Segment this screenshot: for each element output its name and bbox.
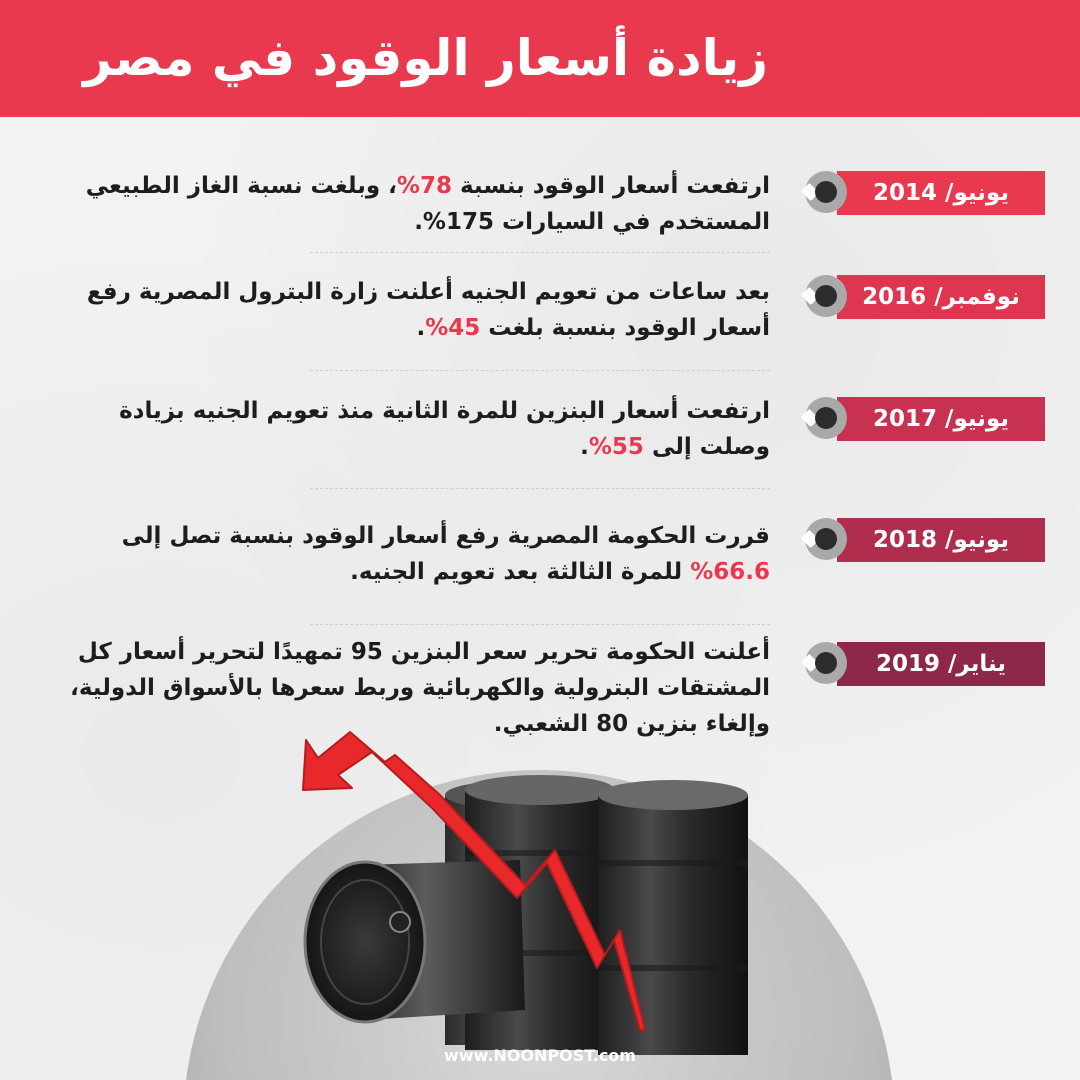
entry-text-part: أعلنت الحكومة تحرير سعر البنزين 95 تمهيدًا لتحرير أسعار كل المشتقات البترولية والكهربائية وربط سعرها بالأسواق الدولية، وإلغاء بنزين 80 الشعبي. [70, 639, 770, 737]
entry-text-part: . [580, 434, 589, 460]
timeline-marker-icon [805, 518, 847, 560]
date-tag-2018 [837, 518, 1045, 562]
entry-text-part: ، وبلغت نسبة الغاز الطبيعي المستخدم في السيارات 175%. [85, 173, 770, 235]
entry-text-part: للمرة الثالثة بعد تعويم الجنيه. [350, 559, 691, 585]
divider [310, 252, 770, 253]
date-tag-2019 [837, 642, 1045, 686]
entry-text-part: . [416, 315, 426, 341]
timeline-marker-icon [805, 275, 847, 317]
timeline-marker-icon [805, 642, 847, 684]
barrel-lid [305, 862, 425, 1022]
entry-highlight: 45% [425, 315, 481, 341]
entry-text-2016 [50, 274, 770, 346]
entry-text-part: بعد ساعات من تعويم الجنيه أعلنت زارة البترول المصرية رفع أسعار الوقود بنسبة بلغت [86, 279, 770, 341]
entry-text-part: ارتفعت أسعار الوقود بنسبة [451, 173, 770, 199]
page-title: زيادة أسعار الوقود في مصر [83, 29, 768, 87]
date-label: يناير/ 2019 [875, 651, 1007, 677]
barrel [598, 795, 748, 1055]
date-tag-2016 [837, 275, 1045, 319]
divider [310, 624, 770, 625]
timeline-marker-icon [805, 171, 847, 213]
entry-text-part: ارتفعت أسعار البنزين للمرة الثانية منذ تعويم الجنيه بزيادة وصلت إلى [119, 398, 770, 460]
date-tag-2017 [837, 397, 1045, 441]
entry-text-2017 [50, 393, 770, 465]
date-label: يونيو/ 2017 [873, 406, 1009, 432]
entry-text-2014 [50, 168, 770, 240]
divider [310, 370, 770, 371]
entry-highlight: 66.6% [690, 559, 770, 585]
title-banner [0, 0, 1080, 117]
date-label: يونيو/ 2018 [873, 527, 1009, 553]
oil-barrel-icon [0, 700, 1080, 1080]
timeline-marker-icon [805, 397, 847, 439]
footer-url: www.NOONPOST.com [444, 1046, 636, 1065]
entry-highlight: 55% [588, 434, 644, 460]
date-label: نوفمبر/ 2016 [862, 284, 1020, 310]
entry-highlight: 78% [396, 173, 452, 199]
divider [310, 488, 770, 489]
date-tag-2014 [837, 171, 1045, 215]
entry-text-2018 [50, 518, 770, 590]
entry-text-part: قررت الحكومة المصرية رفع أسعار الوقود بنسبة تصل إلى [121, 523, 770, 549]
date-label: يونيو/ 2014 [873, 180, 1009, 206]
